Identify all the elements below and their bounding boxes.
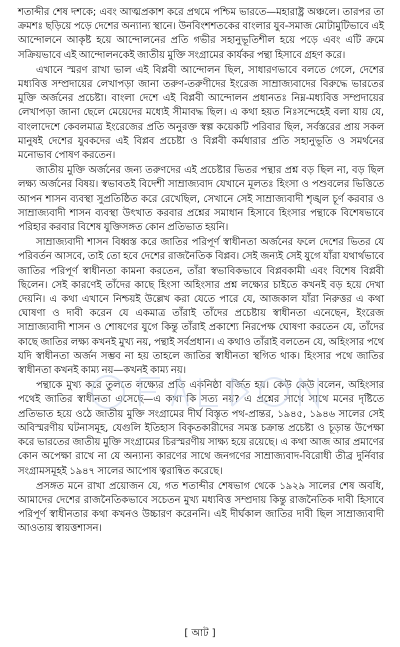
paragraph-2: এখানে স্মরণ রাখা ভাল এই বিপ্লবী আন্দোলন ছিল, সাধারণভাবে বলতে গেলে, দেশের মধ্যবিত্ত সম্প্রদায়ের লেখাপড়া জানা তরুণ-তরুণীদের ইংরেজ সাম্রাজ্যবাদের বিরুদ্ধে ভারতের মুক্তি অর্জনের প্রচেষ্টা। বাংলা দেশে এই বিপ্লবী আন্দোলন প্রধানতঃ নিম্ন-মধ্যবিত্ত সম্প্রদায়ের লেখাপড়া জানা ছেলে মেয়েদের মধ্যেই সীমাবদ্ধ ছিল। এ কথা হয়ত নিঃসন্দেহেই বলা যায় যে, বাংলাদেশে কেবলমাত্র ইংরেজের প্রতি অনুরক্ত স্বল্প কয়েকটি পরিবার ছিল, সর্বস্তরের প্রায় সকল মানুষই দেশের যুবকদের এই বিপ্লব প্রচেষ্টা ও বিপ্লবী কর্মধারার প্রতি সহানুভূতি ও সমর্থনের মনোভাব পোষণ করতেন। <box>18 64 384 162</box>
document-page <box>18 6 384 616</box>
page-number: [ আট ] <box>184 628 216 639</box>
paragraph-1: শতাব্দীর শেষ দশকে; এবং আত্মপ্রকাশ করে প্রথমে পশ্চিম ভারতে—মহারাষ্ট্র অঞ্চলে। তারপর তা ক্রমশঃ ছড়িয়ে পড়ে দেশের অন্যান্য স্থানে। উনবিংশশতকের বাংলার যুব-সমাজ মোটামুটিভাবে এই আন্দোলনে আকৃষ্ট হয়ে আন্দোলনের প্রতি গভীর সহানুভূতিশীল হয়ে পড়ে এবং এটি ক্রমে সক্রিয়ভাবে এই আন্দোলনকেই জাতীয় মুক্তি সংগ্রামের কার্যকর পন্থা হিসাবে গ্রহণ করে। <box>18 7 384 61</box>
paragraph-5: পন্থাকে মুখ্য করে তুলতে লক্ষ্যের প্রতি একনিষ্ঠা বর্জিত হয়। কেউ কেউ বলেন, অহিংসার পথেই জাতির স্বাধীনতা এসেছে—এ কথা কি সত্য নয়? এ প্রশ্নের সাথে সাথে মনের দৃষ্টিতে প্রতিভাত হয়ে ওঠে জাতীয় মুক্তি সংগ্রামের দীর্ঘ বিস্তৃত পথ-প্রান্তর, ১৯৪৫, ১৯৪৬ সালের সেই অবিস্মরণীয় ঘটনাসমূহ, যেগুলি ইতিহাস বিকৃতকারীদের সমস্ত চক্রান্ত প্রচেষ্টা ও চূড়ান্ত উপেক্ষা করে ভারতের জাতীয় মুক্তি সংগ্রামের চিরস্মরণীয় সাক্ষ্য হয়ে রয়েছে। এ কথা আজ আর প্রমাণের কোন অপেক্ষা রাখে না যে অন্যান্য কারণের সাথে জনগণের সাম্রাজ্যবাদ-বিরোধী তীব্র দুর্নিবার সংগ্রামসমূহই ১৯৪৭ সালের আপোষ ত্বরান্বিত করেছে। <box>18 380 384 477</box>
paragraph-3: জাতীয় মুক্তি অর্জনের জন্য তরুণদের এই প্রচেষ্টার ভিতর পন্থার প্রশ্ন বড় ছিল না, বড় ছিল লক্ষ্য অর্জনের বিষয়। স্বভাবতই বিদেশী সাম্রাজ্যবাদ যেখানে মূলতঃ হিংসা ও পশুবলের ভিত্তিতে আপন শাসন ব্যবস্থা সুপ্রতিষ্ঠিত করে রেখেছিল, সেখানে সেই সাম্রাজ্যবাদী শৃঙ্খল চূর্ণ করবার ও সাম্রাজ্যবাদী শাসন ব্যবস্থা উৎখাত করবার প্রশ্নের সমাধান হিসাবে হিংসার পন্থাকে বিশেষভাবে পরিহার করবার বিশেষ যুক্তিসঙ্গত কোন প্রতিভাত হয়নি। <box>18 165 384 234</box>
paragraph-4: সাম্রাজ্যবাদী শাসন বিধ্বস্ত করে জাতির পরিপূর্ণ স্বাধীনতা অর্জনের ফলে দেশের ভিতর যে পরিবর্তন আসবে, তাই তো হবে দেশের রাজনৈতিক বিপ্লব। সেই জন্যই সেই যুগে যাঁরা যথার্থভাবে জাতির পরিপূর্ণ স্বাধীনতা কামনা করতেন, তাঁরা স্বভাবিকভাবে বিপ্লবকামী এবং বিশেষ বিপ্লবী ছিলেন। সেই কারণেই তাঁদের কাছে হিংসা অহিংসার প্রশ্ন লক্ষ্যের চাইতে কখনই বড় হয়ে দেখা দেয়নি। এ কথা এখানে নিশ্চয়ই উল্লেখ করা যেতে পারে যে, আজকাল যাঁরা নিরুত্তর এ কথা ঘোষণা ও দাবী করেন যে একমাত্র তাঁরাই তাঁদের প্রচেষ্টায় স্বাধীনতা এনেছেন, ইংরেজ সাম্রাজ্যবাদী শাসন ও শোষণের যুগে কিন্তু তাঁরাই প্রকাশ্যে নিরপেক্ষ ঘোষণা করতেন যে, তাঁদের কাছে জাতির লক্ষ্য কখনই মুখ্য নয়, পন্থাই সর্বপ্রধান। এ কথাও তাঁরাই বলতেন যে, অহিংসার পথে যদি স্বাধীনতা অর্জন সম্ভব না হয় তাহলে জাতির স্বাধীনতা স্থগিত থাক। হিংসার পথে জাতির স্বাধীনতা কখনই কাম্য নয়—কখনই কাম্য নয়। <box>18 237 384 377</box>
paragraph-6: প্রসঙ্গত মনে রাখা প্রয়োজন যে, গত শতাব্দীর শেষভাগ থেকে ১৯২৯ সালের শেষ অবধি, আমাদের দেশের রাজনৈতিকভাবে সচেতন মুখ্য মধ্যবিত্ত সম্প্রদায় কিন্তু রাজনৈতিক দাবী হিসাবে পরিপূর্ণ স্বাধীনতার কথা কখনও উচ্চারণ করেননি। এই দীর্ঘকাল জাতির দাবী ছিল সাম্রাজ্যবাদী আওতায় স্বায়ত্তশাসন। <box>18 480 384 535</box>
